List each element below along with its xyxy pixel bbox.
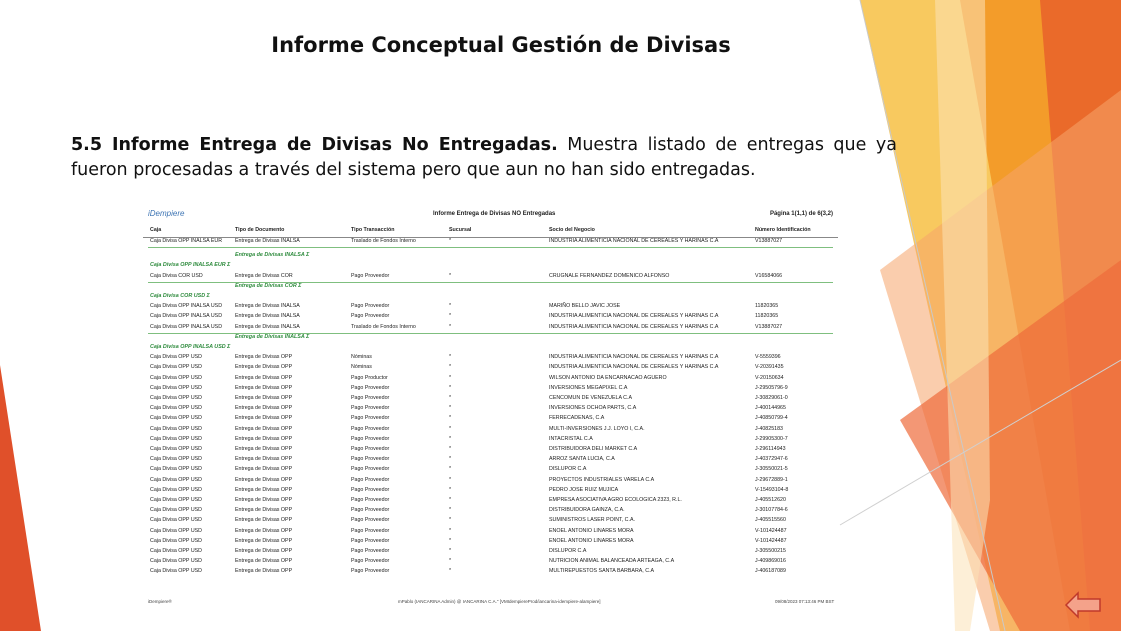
table-cell: Caja Divisa OPP USD: [150, 446, 203, 452]
table-cell: J-405515560: [755, 517, 786, 524]
table-cell: Caja Divisa OPP INALSA EUR: [150, 238, 223, 244]
table-cell: J-40825183: [755, 425, 783, 432]
table-cell: Pago Proveedor: [351, 527, 390, 534]
table-cell: Entrega de Divisas OPP: [235, 527, 293, 534]
group-label: Caja Divisa OPP INALSA USD Σ: [150, 344, 231, 350]
table-cell: Pago Proveedor: [351, 568, 390, 575]
table-cell: Entrega de Divisas OPP: [235, 486, 293, 493]
table-cell: Pago Proveedor: [351, 303, 390, 310]
table-row: [143, 415, 838, 425]
table-cell: J-400144965: [755, 405, 786, 412]
table-cell: Caja Divisa OPP USD: [150, 354, 203, 361]
table-cell: Entrega de Divisas OPP: [235, 497, 293, 503]
table-cell: V-101424487: [755, 537, 787, 544]
table-cell: *: [449, 548, 452, 554]
group-label: Caja Divisa COR USD Σ: [150, 293, 210, 299]
subtotal-label: Entrega de Divisas INALSA Σ: [235, 333, 310, 340]
left-red-triangle: [0, 365, 41, 631]
table-row: [143, 507, 838, 517]
table-cell: Pago Proveedor: [351, 476, 390, 483]
table-cell: *: [449, 303, 452, 310]
report-footer-center: mPablo (IANCARINA Admin) @ IANCARINA C.A." [VMIdempiereProd/iancarina-idempiere-alampiere]: [398, 599, 601, 604]
table-cell: Caja Divisa OPP USD: [150, 415, 203, 422]
table-cell: Caja Divisa OPP USD: [150, 384, 203, 391]
table-cell: V-20150634: [755, 374, 784, 381]
table-cell: Caja Divisa OPP USD: [150, 405, 203, 412]
subtotal-label: Entrega de Divisas INALSA Σ: [235, 252, 310, 259]
section-description: Muestra listado de entregas que ya fueron procesadas a través del sistema pero que aun no han sido entregadas.: [71, 135, 897, 180]
table-cell: J-29505796-9: [755, 384, 788, 391]
table-cell: INVERSIONES MEGAPIXEL C.A: [549, 384, 628, 391]
table-cell: NUTRICION ANIMAL BALANCEADA ARTEAGA, C.A: [549, 558, 675, 565]
table-cell: *: [449, 527, 452, 534]
column-header: Socio del Negocio: [549, 227, 595, 233]
table-cell: Caja Divisa OPP USD: [150, 517, 203, 524]
table-cell: Nóminas: [351, 354, 372, 361]
section-heading: 5.5 Informe Entrega de Divisas No Entregadas.: [71, 135, 558, 155]
table-cell: J-406187089: [755, 568, 786, 575]
report-header-row: [143, 227, 838, 238]
table-cell: J-405512620: [755, 497, 786, 503]
group-separator: [148, 247, 833, 248]
table-cell: Caja Divisa OPP INALSA USD: [150, 303, 223, 310]
table-cell: INDUSTRIA ALIMENTICIA NACIONAL DE CEREALES Y HARINAS C.A: [549, 323, 719, 330]
table-row: [143, 497, 838, 507]
table-row: [143, 313, 838, 323]
table-cell: INTACRISTAL C.A: [549, 435, 593, 442]
column-header: Tipo de Documento: [235, 227, 285, 233]
table-cell: DISTRIBUIDORA GAINZA, C.A.: [549, 507, 625, 514]
table-row: [143, 446, 838, 456]
table-cell: Entrega de Divisas INALSA: [235, 313, 300, 320]
table-cell: Traslado de Fondos Interno: [351, 238, 416, 244]
table-cell: *: [449, 405, 452, 412]
table-cell: *: [449, 558, 452, 565]
table-cell: Pago Productor: [351, 374, 388, 381]
table-cell: Caja Divisa OPP USD: [150, 497, 203, 503]
table-cell: Pago Proveedor: [351, 497, 390, 503]
table-cell: Caja Divisa OPP USD: [150, 486, 203, 493]
report-title: Informe Entrega de Divisas NO Entregadas: [433, 211, 556, 217]
report-footer-left: iDempiere®: [148, 599, 172, 604]
subtotal-label: Entrega de Divisas COR Σ: [235, 282, 302, 289]
table-cell: Entrega de Divisas OPP: [235, 517, 293, 524]
table-cell: *: [449, 425, 452, 432]
table-cell: Pago Proveedor: [351, 486, 390, 493]
table-cell: *: [449, 486, 452, 493]
table-cell: Caja Divisa OPP USD: [150, 537, 203, 544]
table-row: [143, 436, 838, 446]
table-cell: CRUGNALE FERNANDEZ DOMENICO ALFONSO: [549, 272, 670, 279]
table-cell: DISLUPOR C.A: [549, 548, 587, 554]
table-cell: Caja Divisa OPP USD: [150, 476, 203, 483]
table-cell: Pago Proveedor: [351, 425, 390, 432]
table-cell: Entrega de Divisas OPP: [235, 435, 293, 442]
table-cell: Caja Divisa COR USD: [150, 272, 203, 279]
table-row: [143, 487, 838, 497]
table-cell: MARIÑO BELLO JAVIC JOSE: [549, 303, 621, 310]
table-cell: MULTIREPUESTOS SANTA BARBARA, C.A: [549, 568, 655, 575]
table-cell: Entrega de Divisas OPP: [235, 374, 293, 381]
column-header: Caja: [150, 227, 162, 233]
table-cell: J-30550021-5: [755, 466, 788, 473]
table-cell: *: [449, 354, 452, 361]
table-cell: Pago Proveedor: [351, 395, 390, 401]
table-cell: Entrega de Divisas OPP: [235, 548, 293, 554]
table-cell: Caja Divisa OPP INALSA USD: [150, 313, 223, 320]
table-cell: J-29672889-1: [755, 476, 788, 483]
table-cell: FERRECADENAS, C.A: [549, 415, 605, 422]
column-header: Tipo Transacción: [351, 227, 395, 233]
table-row: [143, 568, 838, 578]
table-cell: Caja Divisa OPP INALSA USD: [150, 323, 223, 330]
table-cell: Caja Divisa OPP USD: [150, 466, 203, 473]
table-cell: V-5559396: [755, 354, 781, 361]
table-cell: Entrega de Divisas OPP: [235, 384, 293, 391]
table-cell: INDUSTRIA ALIMENTICIA NACIONAL DE CEREALES Y HARINAS C.A: [549, 238, 719, 244]
table-cell: Pago Proveedor: [351, 537, 390, 544]
table-cell: Entrega de Divisas OPP: [235, 466, 293, 473]
table-cell: *: [449, 313, 452, 320]
table-cell: Entrega de Divisas OPP: [235, 558, 293, 565]
table-cell: J-296114943: [755, 446, 786, 452]
table-cell: J-30829061-0: [755, 395, 788, 401]
table-cell: V16584066: [755, 272, 783, 279]
table-cell: ENOEL ANTONIO LINARES MORA: [549, 527, 634, 534]
report-image: [143, 207, 838, 607]
table-cell: Caja Divisa OPP USD: [150, 425, 203, 432]
table-row: [143, 364, 838, 374]
table-cell: *: [449, 497, 452, 503]
table-cell: INVERSIONES OCHOA PARTS, C.A: [549, 405, 637, 412]
table-row: [143, 477, 838, 487]
table-cell: *: [449, 476, 452, 483]
table-cell: ENOEL ANTONIO LINARES MORA: [549, 537, 634, 544]
table-cell: *: [449, 323, 452, 330]
table-cell: *: [449, 507, 452, 514]
table-cell: *: [449, 456, 452, 463]
table-cell: V13887027: [755, 238, 783, 244]
table-cell: Caja Divisa OPP USD: [150, 558, 203, 565]
table-row: [143, 517, 838, 527]
table-cell: SUMINISTROS LASER POINT, C.A.: [549, 517, 635, 524]
table-cell: *: [449, 415, 452, 422]
column-header: Sucursal: [449, 227, 472, 233]
report-footer-right: 09/08/2023 07:13:46 PM BST: [775, 599, 835, 604]
slide-title: Informe Conceptual Gestión de Divisas: [271, 33, 731, 57]
back-arrow-icon[interactable]: [1064, 590, 1102, 620]
table-cell: *: [449, 466, 452, 473]
table-cell: Entrega de Divisas OPP: [235, 476, 293, 483]
table-cell: V13887027: [755, 323, 783, 330]
table-cell: Caja Divisa OPP USD: [150, 568, 203, 575]
table-cell: CENCOMUN DE VENEZUELA C.A: [549, 395, 632, 401]
table-row: [143, 456, 838, 466]
table-cell: Pago Proveedor: [351, 517, 390, 524]
table-row: [143, 548, 838, 558]
table-cell: Traslado de Fondos Interno: [351, 323, 416, 330]
table-row: [143, 558, 838, 568]
table-cell: INDUSTRIA ALIMENTICIA NACIONAL DE CEREALES Y HARINAS C.A: [549, 313, 719, 320]
table-cell: Entrega de Divisas COR: [235, 272, 293, 279]
table-cell: J-40372947-6: [755, 456, 788, 463]
table-row: [143, 405, 838, 415]
table-cell: *: [449, 374, 452, 381]
table-cell: Entrega de Divisas OPP: [235, 507, 293, 514]
table-cell: Caja Divisa OPP USD: [150, 374, 203, 381]
table-cell: *: [449, 446, 452, 452]
table-row: [143, 426, 838, 436]
table-cell: Pago Proveedor: [351, 558, 390, 565]
table-row: [143, 538, 838, 548]
table-cell: Pago Proveedor: [351, 405, 390, 412]
table-cell: Entrega de Divisas OPP: [235, 456, 293, 463]
table-cell: ARROZ SANTA LUCIA, C.A: [549, 456, 615, 463]
table-row: [143, 395, 838, 405]
table-cell: J-29905300-7: [755, 435, 788, 442]
table-cell: Entrega de Divisas OPP: [235, 446, 293, 452]
table-cell: *: [449, 435, 452, 442]
table-cell: Entrega de Divisas OPP: [235, 415, 293, 422]
column-header: Número Identificación: [755, 227, 811, 233]
table-cell: Caja Divisa OPP USD: [150, 395, 203, 401]
table-cell: J-30107784-6: [755, 507, 788, 514]
table-cell: Pago Proveedor: [351, 548, 390, 554]
table-cell: DISLUPOR C.A: [549, 466, 587, 473]
table-row: [143, 375, 838, 385]
table-cell: Caja Divisa OPP USD: [150, 507, 203, 514]
table-cell: J-40850799-4: [755, 415, 788, 422]
table-cell: Pago Proveedor: [351, 313, 390, 320]
table-cell: Entrega de Divisas OPP: [235, 354, 293, 361]
table-cell: *: [449, 238, 452, 244]
table-cell: Entrega de Divisas OPP: [235, 537, 293, 544]
table-cell: *: [449, 537, 452, 544]
table-cell: *: [449, 272, 452, 279]
table-cell: *: [449, 568, 452, 575]
section-paragraph: [71, 133, 897, 183]
table-cell: Entrega de Divisas INALSA: [235, 238, 300, 244]
table-cell: Entrega de Divisas INALSA: [235, 323, 300, 330]
table-cell: 11820365: [755, 313, 779, 320]
table-cell: V-20391435: [755, 364, 784, 371]
table-cell: Entrega de Divisas OPP: [235, 364, 293, 371]
table-cell: WILSON ANTONIO DA ENCARNACAO AGUERO: [549, 374, 667, 381]
table-cell: Caja Divisa OPP USD: [150, 548, 203, 554]
table-cell: Nóminas: [351, 364, 372, 371]
table-row: [143, 354, 838, 364]
table-cell: Caja Divisa OPP USD: [150, 527, 203, 534]
table-cell: Entrega de Divisas OPP: [235, 425, 293, 432]
table-row: [143, 528, 838, 538]
table-cell: Pago Proveedor: [351, 272, 390, 279]
table-cell: PROYECTOS INDUSTRIALES VARELA C.A: [549, 476, 655, 483]
table-cell: EMPRESA ASOCIATIVA AGRO ECOLOGICA 2323, R.L.: [549, 497, 682, 503]
report-logo: iDempiere: [148, 209, 185, 218]
table-cell: Pago Proveedor: [351, 446, 390, 452]
table-cell: *: [449, 395, 452, 401]
table-cell: Entrega de Divisas OPP: [235, 395, 293, 401]
table-row: [143, 385, 838, 395]
table-cell: J-409869016: [755, 558, 786, 565]
table-cell: Pago Proveedor: [351, 415, 390, 422]
table-cell: V-101424487: [755, 527, 787, 534]
table-cell: *: [449, 517, 452, 524]
table-cell: Pago Proveedor: [351, 384, 390, 391]
table-cell: *: [449, 364, 452, 371]
table-cell: INDUSTRIA ALIMENTICIA NACIONAL DE CEREALES Y HARINAS C.A: [549, 354, 719, 361]
table-cell: *: [449, 384, 452, 391]
table-cell: J-305500215: [755, 548, 786, 554]
table-cell: Entrega de Divisas OPP: [235, 405, 293, 412]
table-cell: Pago Proveedor: [351, 466, 390, 473]
table-cell: 11820365: [755, 303, 779, 310]
table-row: [143, 303, 838, 313]
table-cell: DISTRIBUIDORA DELI MARKET C.A: [549, 446, 638, 452]
table-cell: PEDRO JOSE RUIZ MUJICA: [549, 486, 619, 493]
table-cell: MULTI-INVERSIONES J.J. LOYO I, C.A.: [549, 425, 645, 432]
table-cell: Pago Proveedor: [351, 507, 390, 514]
table-cell: Entrega de Divisas INALSA: [235, 303, 300, 310]
table-cell: Pago Proveedor: [351, 456, 390, 463]
table-cell: INDUSTRIA ALIMENTICIA NACIONAL DE CEREALES Y HARINAS C.A: [549, 364, 719, 371]
table-cell: Entrega de Divisas OPP: [235, 568, 293, 575]
group-label: Caja Divisa OPP INALSA EUR Σ: [150, 262, 231, 269]
report-page-number: Página 1(1,1) de 6(3,2): [769, 211, 833, 217]
table-row: [143, 466, 838, 476]
table-cell: Caja Divisa OPP USD: [150, 364, 203, 371]
table-cell: Pago Proveedor: [351, 435, 390, 442]
table-cell: Caja Divisa OPP USD: [150, 456, 203, 463]
table-cell: Caja Divisa OPP USD: [150, 435, 203, 442]
table-cell: V-15493104-8: [755, 486, 789, 493]
